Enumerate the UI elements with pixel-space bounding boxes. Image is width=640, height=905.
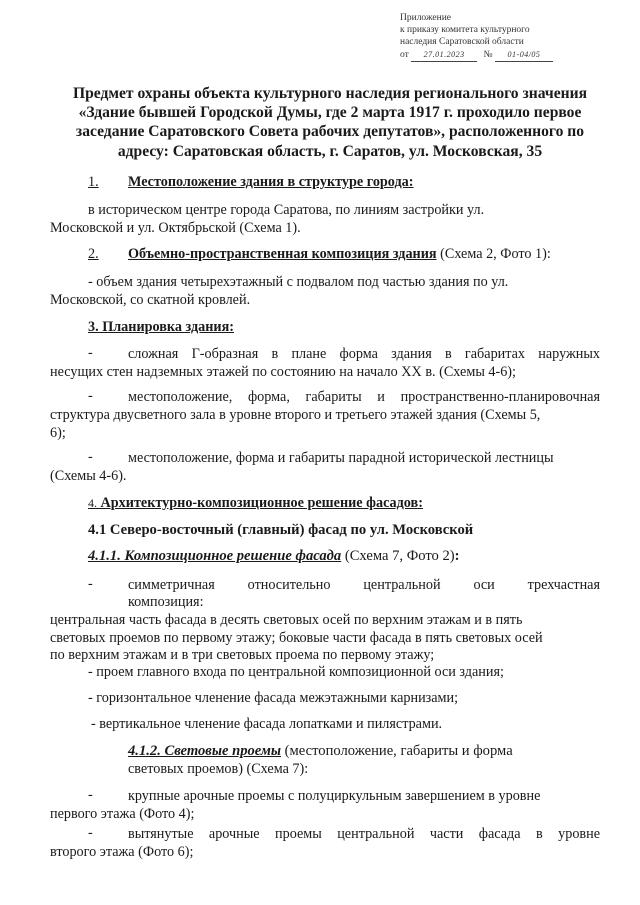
section-4-1-1-line-6: - горизонтальное членение фасада межэтажными карнизами; bbox=[88, 690, 459, 706]
section-1-heading: Местоположение здания в структуре города: bbox=[128, 174, 414, 190]
section-4-1-1-dash-1: - bbox=[88, 576, 93, 592]
section-2-heading: Объемно-пространственная композиция здания bbox=[128, 246, 437, 262]
section-4-1-2-heading: 4.1.2. Световые проемы bbox=[128, 743, 282, 759]
section-4-1-2-item-2-b: второго этажа (Фото 6); bbox=[50, 844, 194, 860]
section-1-line-2: Московской и ул. Октябрьской (Схема 1). bbox=[50, 220, 301, 236]
section-3-item-2-c: 6); bbox=[50, 425, 66, 441]
annex-line-1: Приложение bbox=[400, 13, 451, 23]
annex-date-field bbox=[411, 49, 477, 62]
title-line-3: заседание Саратовского Совета рабочих депутатов», расположенного по bbox=[75, 123, 585, 141]
section-4-1-2-ref: (местоположение, габариты и форма bbox=[281, 743, 513, 759]
section-3-dash-1: - bbox=[88, 345, 93, 361]
section-4-1-1-ref: (Схема 7, Фото 2) bbox=[341, 548, 455, 564]
section-3-item-3-a: местоположение, форма и габариты парадной исторической лестницы bbox=[128, 450, 554, 466]
section-4-1-1-line-4: по верхним этажам и в три световых проема по первому этажу; bbox=[50, 647, 435, 663]
annex-from-label: от bbox=[400, 50, 409, 60]
annex-date-value: 27.01.2023 bbox=[423, 50, 465, 59]
section-4-1-1-line-2: центральная часть фасада в десять световых осей по верхним этажам и в пять bbox=[50, 612, 523, 628]
section-3-item-1-a: сложная Г-образная в плане форма здания в габаритах наружных bbox=[128, 346, 600, 362]
annex-line-3: наследия Саратовской области bbox=[400, 37, 524, 47]
section-4-1-2-ref-line-2: световых проемов) (Схема 7): bbox=[128, 761, 309, 777]
section-1-line-1: в историческом центре города Саратова, по линиям застройки ул. bbox=[88, 202, 485, 218]
annex-line-2: к приказу комитета культурного bbox=[400, 25, 530, 35]
section-3-item-3-b: (Схемы 4-6). bbox=[50, 468, 127, 484]
annex-number-value: 01-04/05 bbox=[507, 50, 541, 59]
section-2-line-1: - объем здания четырехэтажный с подвалом под частью здания по ул. bbox=[88, 274, 509, 290]
section-4-1-1-line-5: - проем главного входа по центральной композиционной оси здания; bbox=[88, 664, 504, 680]
annex-date-line bbox=[400, 49, 553, 62]
section-3-dash-2: - bbox=[88, 388, 93, 404]
document-title bbox=[40, 84, 620, 161]
section-1-number: 1. bbox=[88, 174, 99, 190]
section-3-dash-3: - bbox=[88, 449, 93, 465]
section-2-number: 2. bbox=[88, 246, 99, 262]
section-4-1-2-item-2-a: вытянутые арочные проемы центральной части фасада в уровне bbox=[128, 826, 600, 842]
section-4-1-2-dash-2: - bbox=[88, 825, 93, 841]
section-2-ref: (Схема 2, Фото 1): bbox=[436, 246, 551, 262]
section-4-1-1-line-7: - вертикальное членение фасада лопатками и пилястрами. bbox=[91, 716, 443, 732]
section-4-heading: Архитектурно-композиционное решение фасадов: bbox=[97, 495, 423, 511]
section-4-1-heading: 4.1 Северо-восточный (главный) фасад по ул. Московской bbox=[88, 522, 474, 538]
title-line-4: адресу: Саратовская область, г. Саратов, ул. Московская, 35 bbox=[117, 142, 543, 160]
section-3-item-2-b: структура двусветного зала в уровне второго и третьего этажей здания (Схемы 5, bbox=[50, 407, 541, 423]
annex-number-field bbox=[495, 49, 553, 62]
section-2-heading-line bbox=[128, 245, 551, 263]
section-3-item-2-a: местоположение, форма, габариты и пространственно-планировочная bbox=[128, 389, 600, 405]
section-4-1-2-heading-line bbox=[128, 742, 513, 760]
section-4-1-1-colon: : bbox=[454, 548, 460, 564]
section-4-1-1-item-1-a: симметричная относительно центральной оси трехчастная bbox=[128, 577, 600, 593]
section-4-1-2-dash-1: - bbox=[88, 787, 93, 803]
section-3-item-1-b: несущих стен надземных этажей по состоянию на начало XX в. (Схемы 4-6); bbox=[50, 364, 516, 380]
section-4-number: 4. bbox=[88, 496, 97, 510]
section-4-1-1-item-1-b: композиция: bbox=[128, 594, 204, 610]
section-4-1-1-line-3: световых проемов по первому этажу; боковые части фасада в пять световых осей bbox=[50, 630, 543, 646]
title-line-2: «Здание бывшей Городской Думы, где 2 марта 1917 г. проходило первое bbox=[78, 104, 582, 122]
section-4-1-1-heading-line bbox=[88, 547, 460, 565]
section-4-heading-line bbox=[88, 494, 423, 512]
section-4-1-2-item-1-b: первого этажа (Фото 4); bbox=[50, 806, 195, 822]
section-4-1-2-item-1-a: крупные арочные проемы с полуциркульным завершением в уровне bbox=[128, 788, 541, 804]
section-3-heading: 3. Планировка здания: bbox=[88, 319, 234, 335]
section-2-line-2: Московской, со скатной кровлей. bbox=[50, 292, 251, 308]
annex-number-label: № bbox=[483, 50, 493, 60]
section-4-1-1-heading: 4.1.1. Композиционное решение фасада bbox=[88, 548, 342, 564]
title-line-1: Предмет охраны объекта культурного наследия регионального значения bbox=[72, 85, 588, 102]
